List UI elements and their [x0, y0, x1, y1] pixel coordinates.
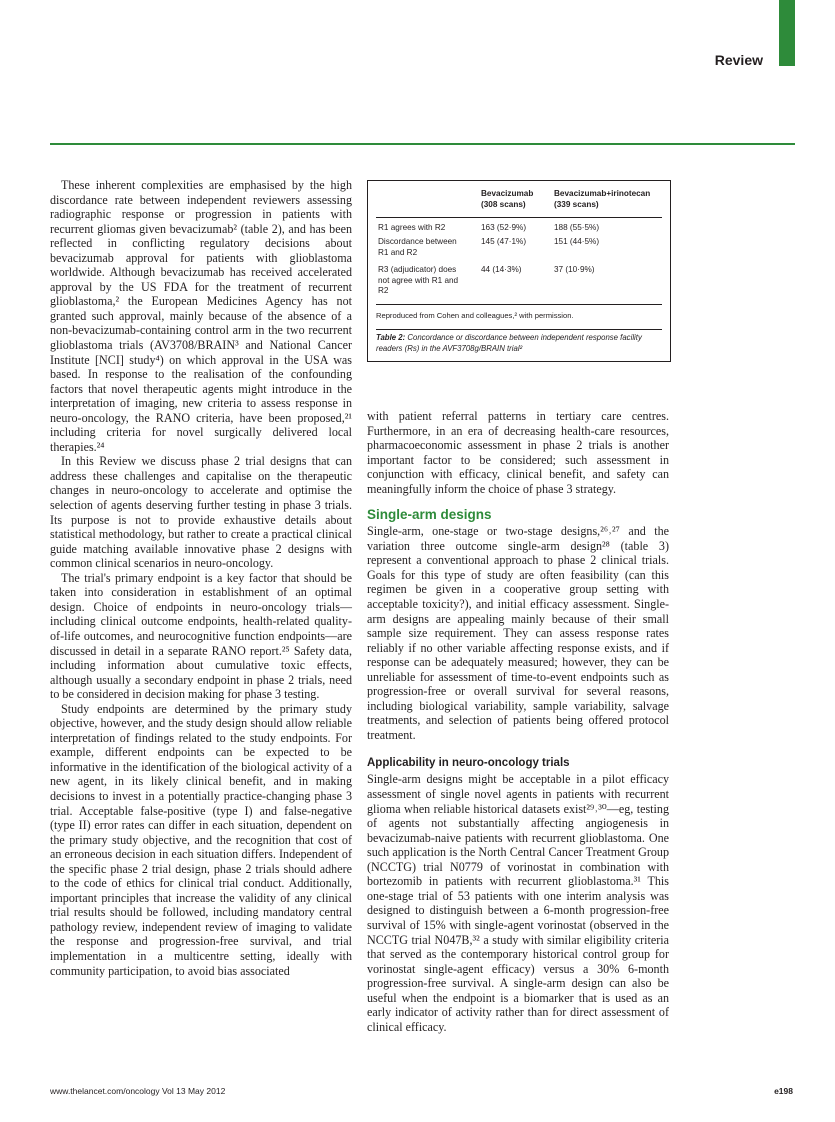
subsection-heading: Applicability in neuro-oncology trials: [367, 757, 570, 770]
table-cell: 163 (52·9%): [481, 223, 527, 232]
paragraph: Single-arm, one-stage or two-stage designs,²⁶˒²⁷ and the variation three outcome single-arm design²⁸ (table 3) represent a conventional approach to phase 2 clinical trials. Goals for this type of study are often feasibility (can this regimen be given in a cooperative group setting with acceptable toxicity?), and initial efficacy assessment. Single-arm designs are appealing mainly because of their small sample size requirement. They can assess response rates reliably if no other variable affecting response exists, and if response can be adequately measured; however, they can be unreliable for assessment of time-to-event endpoints such as progression-free or overall survival for several reasons, including biological variability, sample variability, salvage treatments, and selection of patients being offered protocol treatment.: [367, 524, 669, 742]
paragraph: The trial's primary endpoint is a key factor that should be taken into consideration in establishment of an optimal design. Choice of endpoints in neuro-oncology trials—including clinical outcome endpoints, health-related quality-of-life outcomes, and neurocognitive function endpoints—are discussed in detail in a separate RANO report.²⁵ Safety data, including information about cumulative toxic effects, although usually a secondary endpoint in phase 2 trials, need to be considered in decision making for phase 3 testing.: [50, 570, 352, 702]
table-column-header: Bevacizumab (308 scans): [481, 189, 534, 209]
table-rule: [376, 304, 662, 305]
table-caption-text: Concordance or discordance between independent response facility readers (Rs) in the AVF3708g/BRAIN trial²: [376, 333, 642, 353]
paragraph: These inherent complexities are emphasised by the high discordance rate between independent reviewers assessing radiographic response or progression in patients with recurrent gliomas given bevacizumab² (table 2), and has been reflected in conflicting regulatory decisions about bevacizumab approval for patients with glioblastoma worldwide. Although bevacizumab has received accelerated approval by the US FDA for the treatment of recurrent glioblastoma,² the European Medicines Agency has not granted such approval, mainly because of the absence of a non-bevacizumab-containing control arm in the two recurrent glioblastoma trials (AV3708/BRAIN³ and National Cancer Institute [NCI] study⁴) on which approval in the USA was based. In response to the realisation of the confounding factors that novel therapeutic agents might introduce in the interpretation of imaging, new criteria to assess response in neuro-oncology, the RANO criteria, have been proposed,²¹ including criteria for novel surgically delivered local therapies.²⁴: [50, 178, 352, 454]
table-cell: R1 agrees with R2: [378, 223, 446, 232]
footer-journal-info: www.thelancet.com/oncology Vol 13 May 2012: [50, 1086, 226, 1096]
table-header-row: [368, 189, 670, 217]
section-heading: Single-arm designs: [367, 507, 492, 523]
section-color-tab: [779, 0, 795, 66]
table-column-header: Bevacizumab+irinotecan (339 scans): [554, 189, 651, 209]
table-cell: 44 (14·3%): [481, 265, 522, 274]
paragraph: Single-arm designs might be acceptable in a pilot efficacy assessment of single novel agents in patients with recurrent glioma when reliable historical datasets exist²⁹˒³⁰—eg, testing of agents not substantially affecting angiogenesis in bevacizumab-naive patients with recurrent glioblastoma. One such application is the North Central Cancer Treatment Group (NCCTG) trial N0779 of vorinostat in combination with bortezomib in patients with recurrent glioblastoma.³¹ This one-stage trial of 53 patients with one interim analysis was designed to distinguish between a 6-month progression-free survival of 15% with single-agent vorinostat (observed in the NCCTG trial N047B,³² a study with similar eligibility criteria that served as the contemporary historical control group for vorinostat single-agent efficacy) versus a 30% 6-month progression-free survival. A single-arm design can also be useful when the endpoint is a biomarker that is used as an early indicator of activity rather than for direct assessment of clinical efficacy.: [367, 772, 669, 1034]
paragraph: Study endpoints are determined by the primary study objective, however, and the study design should allow reliable interpretation of findings related to the study endpoints. For example, different endpoints can be expected to be informative in the identification of the biological activity of a new agent, in its likely clinical benefit, and in making decisions to invest in a potentially practice-changing phase 3 trial. Acceptable false-positive (type I) and false-negative (type II) error rates can differ in each situation, dependent on the primary study objective, and the recognition that cost of an erroneous decision in each situation differs. Independent of the specific phase 2 trial design, phase 2 trials should adhere to the code of ethics for clinical trial conduct. Additionally, important principles that increase the validity of any clinical trial results should be followed, including mandatory central pathology review, independent review of imaging to validate the response and progression-free survival, and trial implementation in a multicentre setting, ideally with community participation, to avoid bias associated: [50, 701, 352, 978]
right-column: [367, 409, 669, 1034]
table-cell: 37 (10·9%): [554, 265, 595, 274]
table-cell: Discordance between R1 and R2: [378, 237, 457, 257]
table-cell: 145 (47·1%): [481, 237, 527, 246]
table-cell: 151 (44·5%): [554, 237, 600, 246]
paragraph: In this Review we discuss phase 2 trial designs that can address these challenges and capitalise on the therapeutic changes in neuro-oncology to accelerate and optimise the selection of agents deserving further testing in phase 3 trials. Its purpose is not to provide exhaustive details about statistical methodology, but rather to create a practical clinical guide matching available innovative phase 2 designs with common clinical scenarios in neuro-oncology.: [50, 454, 352, 571]
table-cell: R3 (adjudicator) does not agree with R1 and R2: [378, 265, 459, 295]
table-2: [367, 180, 671, 362]
page-number: e198: [774, 1086, 793, 1096]
section-label: Review: [714, 52, 763, 68]
table-rule: [376, 217, 662, 218]
paragraph: with patient referral patterns in tertiary care centres. Furthermore, in an era of decreasing health-care resources, pharmacoeconomic assessment in phase 2 trials is another important factor to be considered; such assessment in conjunction with efficacy, clinical benefit, and safety can meaningfully inform the choice of phase 3 strategy.: [367, 409, 669, 496]
left-column: [50, 178, 352, 978]
table-source-note: Reproduced from Cohen and colleagues,² with permission.: [376, 311, 574, 320]
table-caption: [376, 333, 662, 354]
header-rule: [50, 143, 795, 145]
table-cell: 188 (55·5%): [554, 223, 600, 232]
table-rule: [376, 329, 662, 330]
table-caption-title: Table 2:: [376, 333, 406, 342]
